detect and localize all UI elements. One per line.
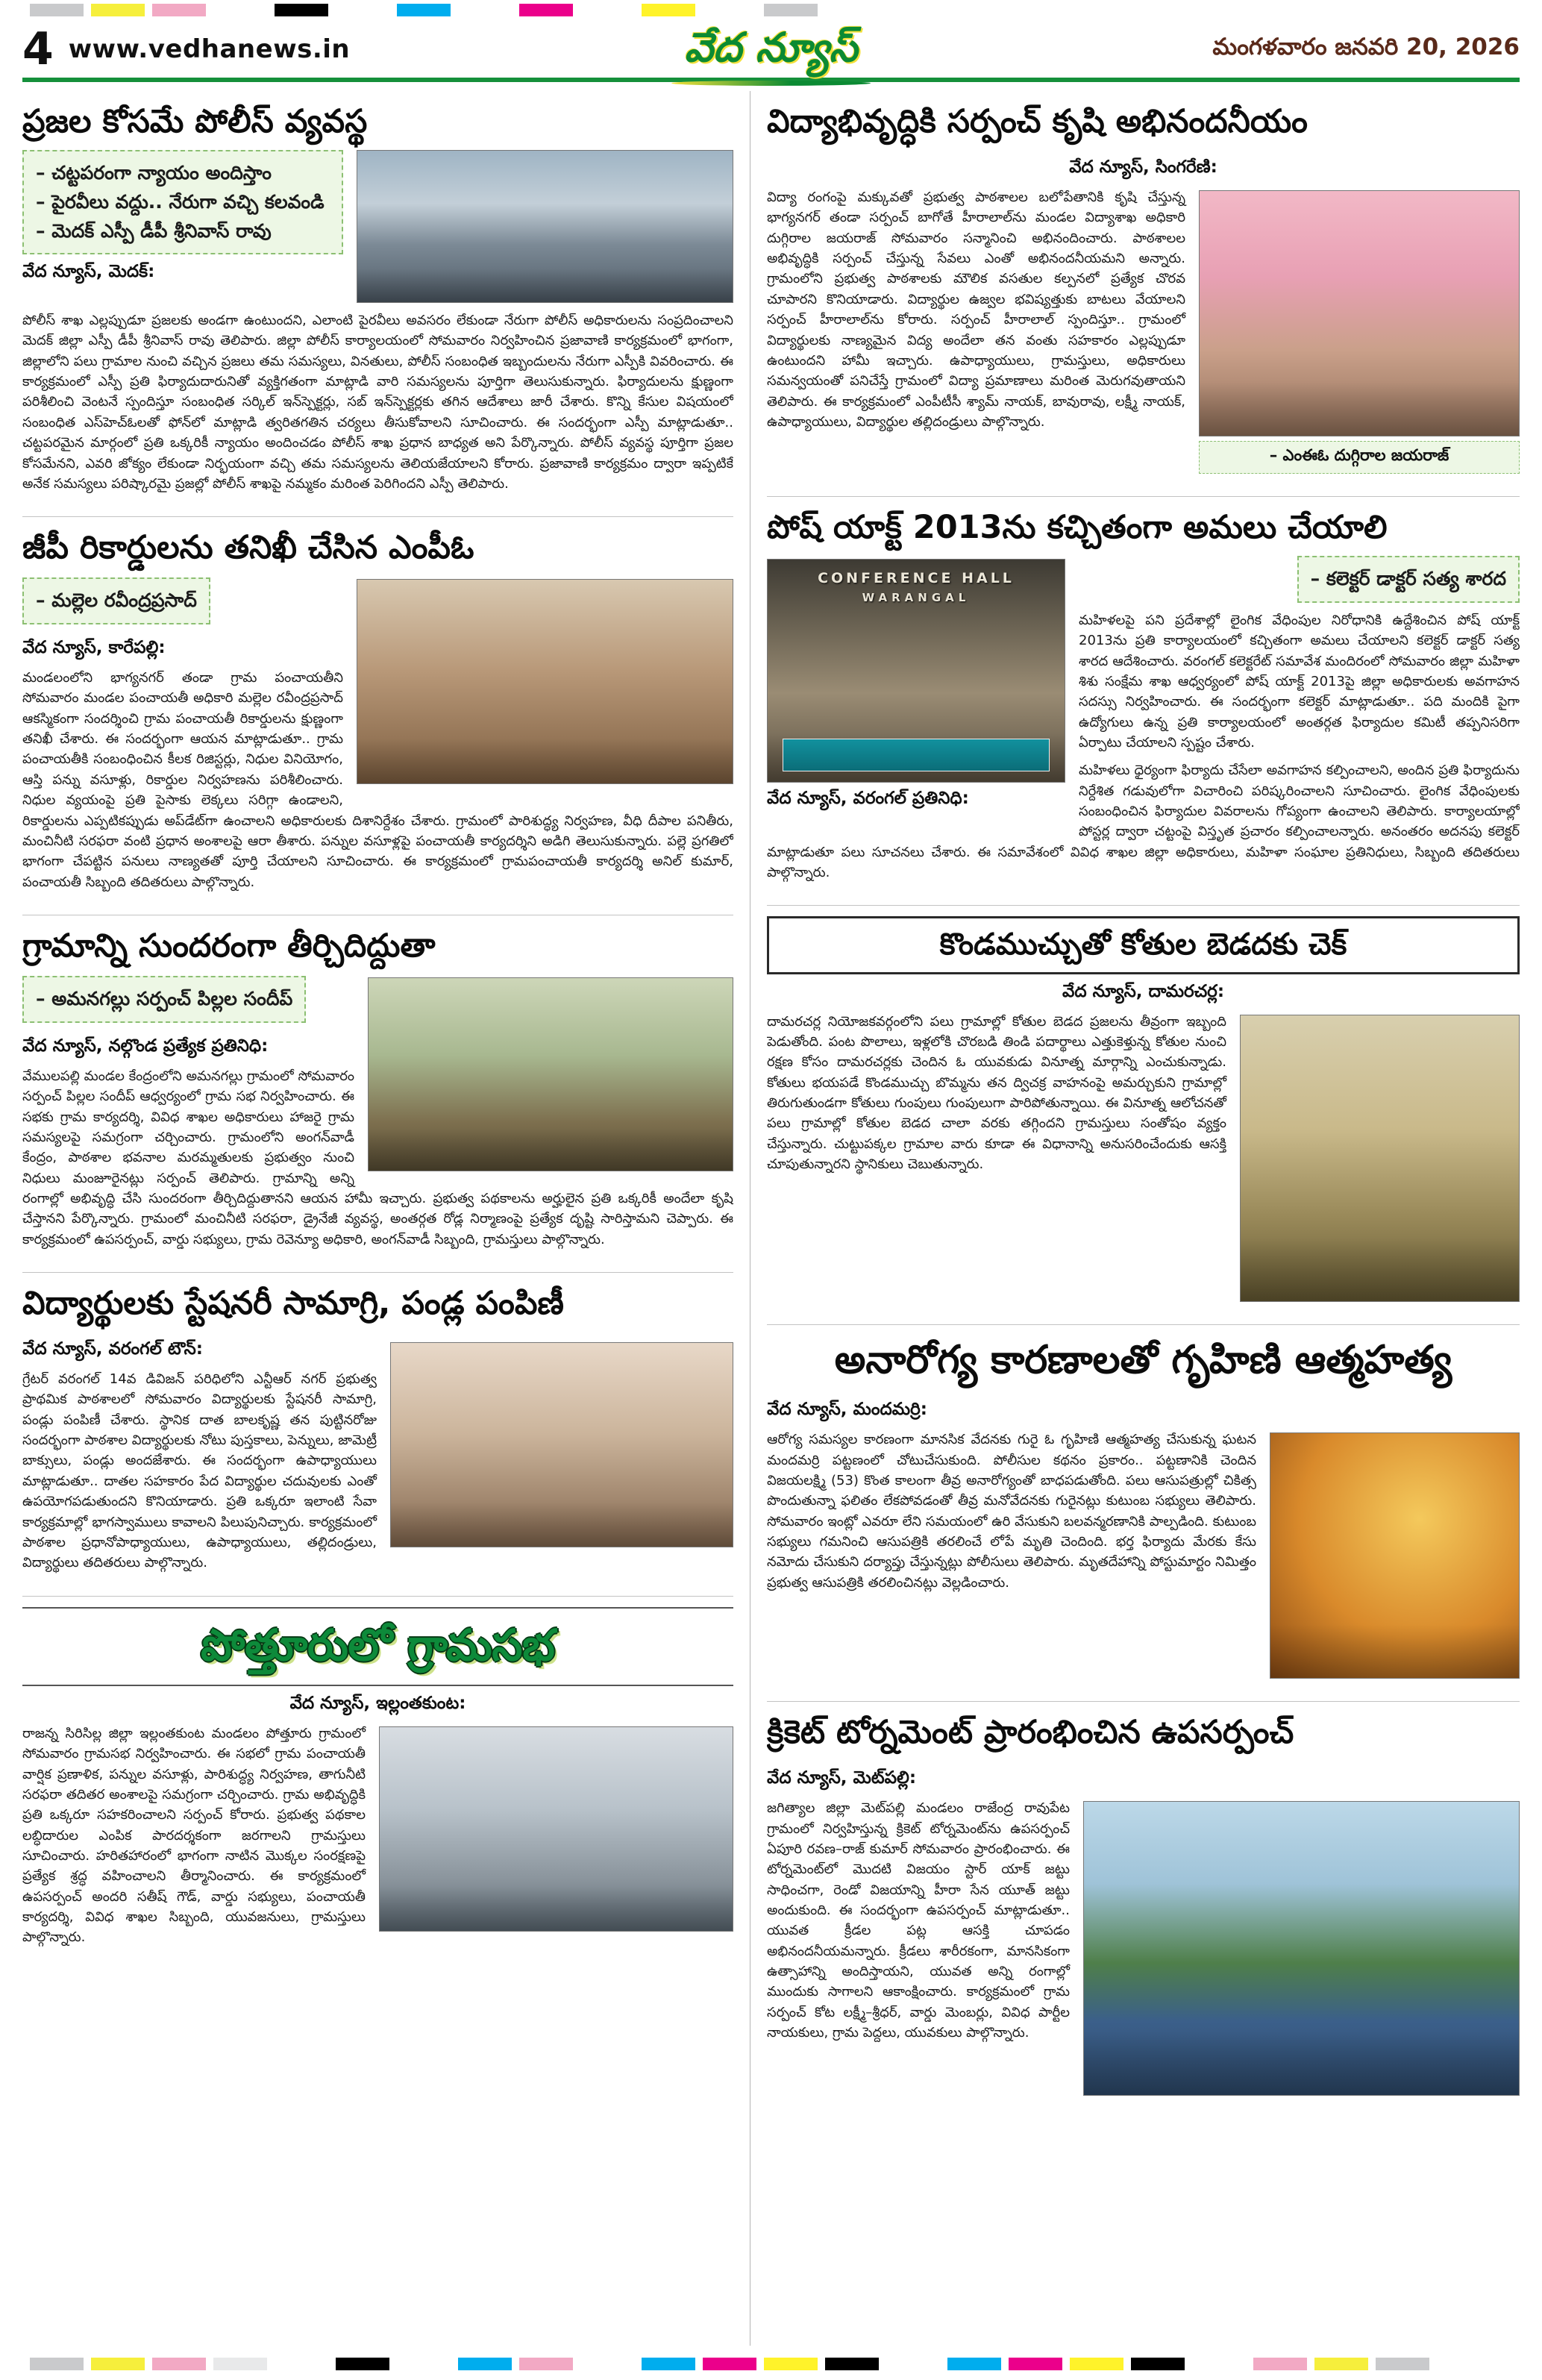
color-swatch xyxy=(947,2358,1001,2370)
article-posh-act xyxy=(767,497,1520,906)
article-flow xyxy=(767,1798,1520,2043)
color-swatch xyxy=(397,4,451,16)
page-number: 4 xyxy=(22,23,54,75)
print-color-bar-bottom xyxy=(30,2356,1512,2371)
article-body: పోలీస్ శాఖ ఎల్లప్పుడూ ప్రజలకు అండగా ఉంటుందని, ఎలాంటి పైరవీలు అవసరం లేకుండా నేరుగా పోలీస్ అధికారులను సంప్రదించాలని మెదక్ జిల్లా ఎస్పీ డీపీ శ్రీనివాస్ రావు తెలిపారు. జిల్లా పోలీస్ కార్యాలయంలో సోమవారం నిర్వహించిన ప్రజావాణి కార్యక్రమంలో భాగంగా, జిల్లాలోని పలు గ్రామాల నుంచి వచ్చిన ప్రజలు తమ సమస్యలు, వినతులు, పోలీస్ సంబంధిత ఇబ్బందులను నేరుగా ఎస్పీకి వివరించారు. ఈ కార్యక్రమంలో ఎస్పీ ప్రతి ఫిర్యాదుదారునితో వ్యక్తిగతంగా మాట్లాడి వారి సమస్యలను పూర్తిగా తెలుసుకున్నారు. ఫిర్యాదులను క్షుణ్ణంగా పరిశీలించి వెంటనే స్పందిస్తూ సంబంధిత సర్కిల్ ఇన్‌స్పెక్టర్లు, సబ్ ఇన్‌స్పెక్టర్లకు తగిన ఆదేశాలు జారీ చేశారు. కొన్ని కేసుల విషయంలో సంబంధిత ఎస్‌హెచ్‌ఓలతో ఫోన్‌లో మాట్లాడి త్వరితగతిన చర్యలు తీసుకోవాలని సూచించారు. ఈ సందర్భంగా ఎస్పీ మాట్లాడుతూ.. చట్టపరమైన మార్గంలో ప్రతి ఒక్కరికీ న్యాయం అందించడం పోలీస్ శాఖ ప్రధాన బాధ్యత అని పేర్కొన్నారు. పోలీస్ వ్యవస్థ పూర్తిగా ప్రజల కోసమేనని, ఎవరి జోక్యం లేకుండా నిర్భయంగా వచ్చి తమ సమస్యలను తెలియజేయాలని కోరారు. ప్రజావాణి కార్యక్రమం ద్వారా ఇప్పటికే అనేక సమస్యలు పరిష్కారమై ప్రజల్లో పోలీస్ శాఖపై నమ్మకం మరింత పెరిగిందని ఎస్పీ తెలిపారు. xyxy=(22,313,733,492)
dateline: వేద న్యూస్, కారేపల్లి: xyxy=(22,638,166,658)
byline-box: – మల్లెల రవీంద్రప్రసాద్ xyxy=(22,577,210,624)
color-swatch xyxy=(1070,2358,1123,2370)
article-body: దామరచర్ల నియోజకవర్గంలోని పలు గ్రామాల్లో కోతుల బెడద ప్రజలను తీవ్రంగా ఇబ్బంది పెడుతోంది. పంట పొలాలు, ఇళ్లలోకి చొరబడి తిండి పదార్థాలు ఎత్తుకెళ్తున్న కోతుల నుంచి రక్షణ కోసం దామరచర్లకు చెందిన ఓ యువకుడు వినూత్న మార్గాన్ని ఎంచుకున్నాడు. కోతులు భయపడే కొండముచ్చు బొమ్మను తన ద్విచక్ర వాహనంపై అమర్చుకుని గ్రామాల్లో తిరుగుతుండగా కోతులు గుంపులు గుంపులుగా పారిపోతున్నాయి. ఈ వినూత్న ఆలోచనతో పలు గ్రామాల్లో కోతుల బెడద చాలా వరకు తగ్గిందని గ్రామస్తులు సంతోషం వ్యక్తం చేస్తున్నారు. చుట్టుపక్కల గ్రామాల వారు కూడా ఈ విధానాన్ని అనుసరించేందుకు ఆసక్తి చూపుతున్నారని స్థానికులు చెబుతున్నారు. xyxy=(767,1013,1226,1173)
article-gram-sabha xyxy=(22,1597,733,1970)
photo-banner xyxy=(783,739,1050,771)
article-headline: క్రికెట్ టోర్నమెంట్ ప్రారంభించిన ఉపసర్పంచ్ xyxy=(767,1714,1294,1752)
dateline: వేద న్యూస్, మెట్‌పల్లి: xyxy=(767,1768,917,1788)
gram-sabha-photo xyxy=(379,1726,733,1932)
page-body xyxy=(22,91,1520,2346)
color-swatch xyxy=(1314,2358,1368,2370)
byline-point: – మెదక్ ఎస్పీ డీపీ శ్రీనివాస్ రావు xyxy=(36,219,272,242)
dateline: వేద న్యూస్, ఇల్లంతకుంట: xyxy=(289,1693,466,1713)
color-swatch xyxy=(152,2358,206,2370)
article-headline: విద్యార్థులకు స్టేషనరీ సామాగ్రి, పండ్ల పంపిణీ xyxy=(22,1285,564,1323)
dateline: వేద న్యూస్, వరంగల్ ప్రతినిధి: xyxy=(767,789,969,809)
article-housewife-suicide xyxy=(767,1325,1520,1703)
masthead xyxy=(659,21,883,89)
website-url: www.vedhanews.in xyxy=(68,34,351,64)
article-body: గ్రేటర్ వరంగల్ 14వ డివిజన్ పరిధిలోని ఎన్టీఆర్ నగర్ ప్రభుత్వ ప్రాథమిక పాఠశాలలో సోమవారం విద్యార్థులకు స్టేషనరీ సామాగ్రి, పండ్లు పంపిణీ చేశారు. స్థానిక దాత బాలకృష్ణ తన పుట్టినరోజు సందర్భంగా పాఠశాల విద్యార్థులకు నోటు పుస్తకాలు, పెన్నులు, జామెట్రీ బాక్సులు, పండ్లు అందజేశారు. ఈ సందర్భంగా ఉపాధ్యాయులు మాట్లాడుతూ.. దాతల సహకారం పేద విద్యార్థుల చదువులకు ఎంతో ఉపయోగపడుతుందని కొనియాడారు. ప్రతి ఒక్కరూ ఇలాంటి సేవా కార్యక్రమాల్లో భాగస్వాములు కావాలని పిలుపునిచ్చారు. కార్యక్రమంలో పాఠశాల ప్రధానోపాధ్యాయులు, ఉపాధ్యాయులు, తల్లిదండ్రులు, విద్యార్థులు తదితరులు పాల్గొన్నారు. xyxy=(22,1371,377,1571)
byline-box xyxy=(22,150,343,254)
color-swatch xyxy=(30,2358,84,2370)
article-body: విద్యా రంగంపై మక్కువతో ప్రభుత్వ పాఠశాలల బలోపేతానికి కృషి చేస్తున్న భాగ్యనగర్ తండా సర్పంచ్ బాగోతే హీరాలాల్‌ను మండల విద్యాశాఖ అధికారి దుగ్గిరాల జయరాజ్ సోమవారం సన్మానించి అభినందించారు. పాఠశాలల అభివృద్ధికి సర్పంచ్ చేస్తున్న సేవలు ఎంతో అభినందనీయమని అన్నారు. గ్రామంలోని ప్రభుత్వ పాఠశాలకు మౌలిక వసతుల కల్పనలో ప్రత్యేక చొరవ చూపారని కొనియాడారు. విద్యార్థుల ఉజ్వల భవిష్యత్తుకు బాటలు వేయాలని సర్పంచ్ హీరాలాల్‌ను కోరారు. సర్పంచ్ హీరాలాల్ స్పందిస్తూ.. గ్రామంలో విద్యార్థులకు నాణ్యమైన విద్య అందేలా తన వంతు సహకారం ఎల్లప్పుడూ ఉంటుందని హామీ ఇచ్చారు. ఉపాధ్యాయులు, గ్రామస్తులు, అధికారులు సమన్వయంతో పనిచేస్తే గ్రామంలో విద్యా ప్రమాణాలు మరింత మెరుగవుతాయని తెలిపారు. ఈ కార్యక్రమంలో ఎంపీటీసీ శ్యామ్ నాయక్, బావురావు, లక్ష్మీ నాయక్, ఉపాధ్యాయులు, విద్యార్థుల తల్లిదండ్రులు పాల్గొన్నారు. xyxy=(767,190,1185,430)
felicitation-photo-figure xyxy=(1199,190,1520,474)
article-headline: పోష్ యాక్ట్ 2013ను కచ్చితంగా అమలు చేయాలి xyxy=(767,509,1388,547)
photo-overlay-text: WARANGAL xyxy=(862,591,971,605)
article-headline: పోత్తూరులో గ్రామసభ xyxy=(22,1607,733,1686)
edition-date: మంగళవారం జనవరి 20, 2026 xyxy=(1212,33,1520,60)
article-headline: గ్రామాన్ని సుందరంగా తీర్చిదిద్దుతా xyxy=(22,927,436,965)
color-swatch xyxy=(1131,2358,1185,2370)
byline-point: – పైరవీలు వద్దు.. నేరుగా వచ్చి కలవండి xyxy=(36,190,325,213)
lede-text-column xyxy=(22,150,343,292)
article-flow xyxy=(767,556,1520,883)
article-body: మండలంలోని భాగ్యనగర్ తండా గ్రామ పంచాయతీని సోమవారం మండల పంచాయతీ అధికారి మల్లెల రవీంద్రప్రసాద్ ఆకస్మికంగా సందర్శించి గ్రామ పంచాయతీ రికార్డులను క్షుణ్ణంగా తనిఖీ చేశారు. ఈ సందర్భంగా ఆయన మాట్లాడుతూ.. గ్రామ పంచాయతీకి సంబంధించిన కీలక రిజిస్టర్లు, నిధుల వినియోగం, ఆస్తి పన్ను వసూళ్లు, రికార్డుల నిర్వహణను పరిశీలించారు. నిధుల వ్యయంపై ప్రతి పైసాకు లెక్కలు సరిగ్గా ఉండాలని, రికార్డులను ఎప్పటికప్పుడు అప్‌డేట్‌గా ఉంచాలని అధికారులకు దిశానిర్దేశం చేశారు. గ్రామంలో పారిశుద్ధ్య నిర్వహణ, వీధి దీపాల పనితీరు, మంచినీటి సరఫరా వంటి ప్రధాన అంశాలపై ఆరా తీశారు. పన్నుల వసూళ్లపై పంచాయతీ కార్యదర్శిని అడిగి తెలుసుకున్నారు. పల్లె ప్రగతిలో భాగంగా చేపట్టిన పనులు నాణ్యతతో పూర్తి చేయాలని సూచించారు. ఈ కార్యక్రమంలో గ్రామపంచాయతీ కార్యదర్శి అనిల్ కుమార్, పంచాయతీ సిబ్బంది తదితరులు పాల్గొన్నారు. xyxy=(22,670,733,890)
article-headline: అనారోగ్య కారణాలతో గృహిణి ఆత్మహత్య xyxy=(834,1337,1452,1382)
conference-photo-figure xyxy=(767,559,1065,815)
article-monkey-menace xyxy=(767,906,1520,1324)
press-meet-photo xyxy=(357,150,733,303)
color-swatch xyxy=(91,4,145,16)
article-police-system xyxy=(22,91,733,517)
article-flow xyxy=(767,1429,1520,1593)
article-cricket-tournament xyxy=(767,1702,1520,2118)
color-swatch xyxy=(825,2358,879,2370)
color-swatch xyxy=(519,2358,573,2370)
article-body: ఆరోగ్య సమస్యల కారణంగా మానసిక వేదనకు గురై ఓ గృహిణి ఆత్మహత్య చేసుకున్న ఘటన మందమర్రి పట్టణంలో చోటుచేసుకుంది. పోలీసుల కథనం ప్రకారం.. పట్టణానికి చెందిన విజయలక్ష్మి (53) కొంత కాలంగా తీవ్ర అనారోగ్యంతో బాధపడుతోంది. పలు ఆసుపత్రుల్లో చికిత్స పొందుతున్నా ఫలితం లేకపోవడంతో తీవ్ర మనోవేదనకు గురైనట్లు కుటుంబ సభ్యులు తెలిపారు. సోమవారం ఇంట్లో ఎవరూ లేని సమయంలో ఉరి వేసుకుని బలవన్మరణానికి పాల్పడింది. కుటుంబ సభ్యులు గమనించి ఆసుపత్రికి తరలించే లోపే మృతి చెందింది. భర్త ఫిర్యాదు మేరకు కేసు నమోదు చేసుకుని దర్యాప్తు చేస్తున్నట్లు పోలీసులు తెలిపారు. మృతదేహాన్ని పోస్టుమార్టం నిమిత్తం ప్రభుత్వ ఆసుపత్రికి తరలించినట్లు వెల్లడించారు. xyxy=(767,1432,1256,1591)
right-column xyxy=(750,91,1520,2346)
article-headline: కొండముచ్చుతో కోతుల బెడదకు చెక్ xyxy=(767,916,1520,974)
portrait-photo xyxy=(1270,1432,1520,1679)
color-swatch xyxy=(1009,2358,1062,2370)
byline-box: – కలెక్టర్ డాక్టర్ సత్య శారద xyxy=(1297,556,1520,603)
color-swatch xyxy=(152,4,206,16)
byline-point: – చట్టపరంగా న్యాయం అందిస్తాం xyxy=(36,162,272,184)
color-swatch xyxy=(519,4,573,16)
article-flow xyxy=(22,1723,733,1948)
motorcycle-photo xyxy=(1240,1015,1520,1302)
dateline: వేద న్యూస్, వరంగల్ టౌన్: xyxy=(22,1339,203,1359)
color-swatch xyxy=(91,2358,145,2370)
article-body: రాజన్న సిరిసిల్ల జిల్లా ఇల్లంతకుంట మండలం పోత్తూరు గ్రామంలో సోమవారం గ్రామసభ నిర్వహించారు. ఈ సభలో గ్రామ పంచాయతీ వార్షిక ప్రణాళిక, పన్నుల వసూళ్లు, పారిశుద్ధ్య నిర్వహణ, తాగునీటి సరఫరా తదితర అంశాలపై సమగ్రంగా చర్చించారు. గ్రామ అభివృద్ధికి ప్రతి ఒక్కరూ సహకరించాలని సర్పంచ్ కోరారు. ప్రభుత్వ పథకాల లబ్ధిదారుల ఎంపిక పారదర్శకంగా జరగాలని గ్రామస్తులు సూచించారు. హరితహారంలో భాగంగా నాటిన మొక్కల సంరక్షణపై ప్రత్యేక శ్రద్ధ వహించాలని తీర్మానించారు. ఈ కార్యక్రమంలో ఉపసర్పంచ్ అందరి సతీష్ గౌడ్, వార్డు సభ్యులు, పంచాయతీ కార్యదర్శి, వివిధ శాఖల సిబ్బంది, యువజనులు, గ్రామస్తులు పాల్గొన్నారు. xyxy=(22,1725,366,1946)
dateline: వేద న్యూస్, నల్గొండ ప్రత్యేక ప్రతినిధి: xyxy=(22,1036,269,1056)
dateline: వేద న్యూస్, మెదక్: xyxy=(22,262,155,282)
records-inspection-photo xyxy=(357,579,733,784)
article-gp-records-inspection xyxy=(22,517,733,915)
school-distribution-photo xyxy=(390,1342,733,1547)
article-flow xyxy=(767,1012,1520,1175)
left-column xyxy=(22,91,750,2346)
article-body: వేములపల్లి మండల కేంద్రంలోని అమనగల్లు గ్రామంలో సోమవారం సర్పంచ్ పిల్లల సందీప్ ఆధ్వర్యంలో గ్రామ సభ నిర్వహించారు. ఈ సభకు గ్రామ కార్యదర్శి, వివిధ శాఖల అధికారులు హాజరై గ్రామ సమస్యలపై సమగ్రంగా చర్చించారు. గ్రామంలోని అంగన్‌వాడీ కేంద్రం, పాఠశాల భవనాల మరమ్మతులకు ప్రభుత్వం నుంచి నిధులు మంజూరైనట్లు సర్పంచ్ తెలిపారు. గ్రామాన్ని అన్ని రంగాల్లో అభివృద్ధి చేసి సుందరంగా తీర్చిదిద్దుతానని ఆయన హామీ ఇచ్చారు. ప్రభుత్వ పథకాలను అర్హులైన ప్రతి ఒక్కరికీ అందేలా కృషి చేస్తానని పేర్కొన్నారు. గ్రామంలో మంచినీటి సరఫరా, డ్రైనేజీ వ్యవస్థ, అంతర్గత రోడ్ల నిర్మాణంపై ప్రత్యేక దృష్టి సారిస్తామని చెప్పారు. ఈ కార్యక్రమంలో ఉపసర్పంచ్, వార్డు సభ్యులు, గ్రామ రెవెన్యూ అధికారి, అంగన్‌వాడీ సిబ్బంది, గ్రామస్తులు పాల్గొన్నారు. xyxy=(22,1068,733,1247)
article-flow xyxy=(22,1339,733,1573)
felicitation-photo xyxy=(1199,190,1520,436)
article-body: మహిళలపై పని ప్రదేశాల్లో లైంగిక వేధింపుల నిరోధానికి ఉద్దేశించిన పోష్ యాక్ట్ 2013ను ప్రతి కార్యాలయంలో కచ్చితంగా అమలు చేయాలని కలెక్టర్ డాక్టర్ సత్య శారద ఆదేశించారు. వరంగల్ కలెక్టరేట్ సమావేశ మందిరంలో సోమవారం జిల్లా మహిళా శిశు సంక్షేమ శాఖ ఆధ్వర్యంలో పోష్ యాక్ట్ 2013పై జిల్లా అధికారులకు అవగాహన సదస్సు నిర్వహించారు. ఈ సందర్భంగా కలెక్టర్ మాట్లాడుతూ.. పది మందికి పైగా ఉద్యోగులు ఉన్న ప్రతి కార్యాలయంలో అంతర్గత ఫిర్యాదుల కమిటీ తప్పనిసరిగా ఏర్పాటు చేయాలని స్పష్టం చేశారు. xyxy=(1079,612,1520,751)
dateline: వేద న్యూస్, సింగరేణి: xyxy=(1069,157,1217,178)
article-sarpanch-education-felicitation xyxy=(767,91,1520,497)
team-group-photo xyxy=(1083,1801,1520,2096)
village-meeting-photo xyxy=(368,977,733,1171)
page-header xyxy=(22,21,1520,82)
photo-overlay-text: CONFERENCE HALL xyxy=(818,570,1015,587)
dateline: వేద న్యూస్, దామరచర్ల: xyxy=(1062,981,1225,1001)
color-swatch xyxy=(275,4,328,16)
article-headline: జీపీ రికార్డులను తనిఖీ చేసిన ఎంపీఓ xyxy=(22,529,474,567)
article-flow xyxy=(22,974,733,1250)
color-swatch xyxy=(1376,2358,1429,2370)
print-color-bar-top xyxy=(30,3,1512,16)
color-swatch xyxy=(642,4,695,16)
conference-hall-photo xyxy=(767,559,1065,783)
article-headline: విద్యాభివృద్ధికి సర్పంచ్ కృషి అభినందనీయం xyxy=(767,103,1308,140)
masthead-text: వేద న్యూస్ xyxy=(684,24,858,71)
article-flow xyxy=(767,187,1520,465)
color-swatch xyxy=(1253,2358,1307,2370)
color-swatch xyxy=(458,2358,512,2370)
color-swatch xyxy=(30,4,84,16)
article-body: జగిత్యాల జిల్లా మెట్‌పల్లి మండలం రాజేంద్ర రావుపేట గ్రామంలో నిర్వహిస్తున్న క్రికెట్ టోర్నమెంట్‌ను ఉపసర్పంచ్ ఏపూరి రవణ–రాజ్ కుమార్ సోమవారం ప్రారంభించారు. ఈ టోర్నమెంట్‌లో మొదటి విజయం స్టార్ యాక్ జట్టు సాధించగా, రెండో విజయాన్ని హీరా సేన యూత్ జట్టు అందుకుంది. ఈ సందర్భంగా ఉపసర్పంచ్ మాట్లాడుతూ.. యువత క్రీడల పట్ల ఆసక్తి చూపడం అభినందనీయమన్నారు. క్రీడలు శారీరకంగా, మానసికంగా ఉత్సాహాన్ని అందిస్తాయని, యువత అన్ని రంగాల్లో ముందుకు సాగాలని ఆకాంక్షించారు. కార్యక్రమంలో గ్రామ సర్పంచ్ కోట లక్ష్మీ–శ్రీధర్, వార్డు మెంబర్లు, వివిధ పార్టీల నాయకులు, గ్రామ పెద్దలు, యువకులు పాల్గొన్నారు. xyxy=(767,1800,1070,2041)
color-swatch xyxy=(213,2358,267,2370)
article-village-beautification xyxy=(22,915,733,1273)
photo-caption: – ఎంఈఓ దుగ్గిరాల జయరాజ్ xyxy=(1199,441,1520,474)
byline-box: – అమనగల్లు సర్పంచ్ పిల్లల సందీప్ xyxy=(22,976,306,1023)
article-stationery-distribution xyxy=(22,1273,733,1597)
color-swatch xyxy=(764,2358,818,2370)
color-swatch xyxy=(336,2358,389,2370)
dateline: వేద న్యూస్, మందమర్రి: xyxy=(767,1400,927,1420)
color-swatch xyxy=(703,2358,756,2370)
article-body: మహిళలు ధైర్యంగా ఫిర్యాదు చేసేలా అవగాహన కల్పించాలని, అందిన ప్రతి ఫిర్యాదును నిర్దేశిత గడువులోగా విచారించి పరిష్కరించాలని సూచించారు. లైంగిక వేధింపులకు సంబంధించిన ఫిర్యాదుల వివరాలను గోప్యంగా ఉంచాలని తెలిపారు. కార్యాలయాల్లో పోస్టర్ల ద్వారా చట్టంపై విస్తృత ప్రచారం కల్పించాలన్నారు. అనంతరం అదనపు కలెక్టర్ మాట్లాడుతూ పలు సూచనలు చేశారు. ఈ సమావేశంలో వివిధ శాఖల జిల్లా అధికారులు, మహిళా సంఘాల ప్రతినిధులు, సిబ్బంది తదితరులు పాల్గొన్నారు. xyxy=(767,762,1520,881)
article-lede xyxy=(22,150,733,303)
color-swatch xyxy=(642,2358,695,2370)
color-swatch xyxy=(764,4,818,16)
article-flow xyxy=(22,576,733,892)
article-headline: ప్రజల కోసమే పోలీస్ వ్యవస్థ xyxy=(22,103,368,140)
